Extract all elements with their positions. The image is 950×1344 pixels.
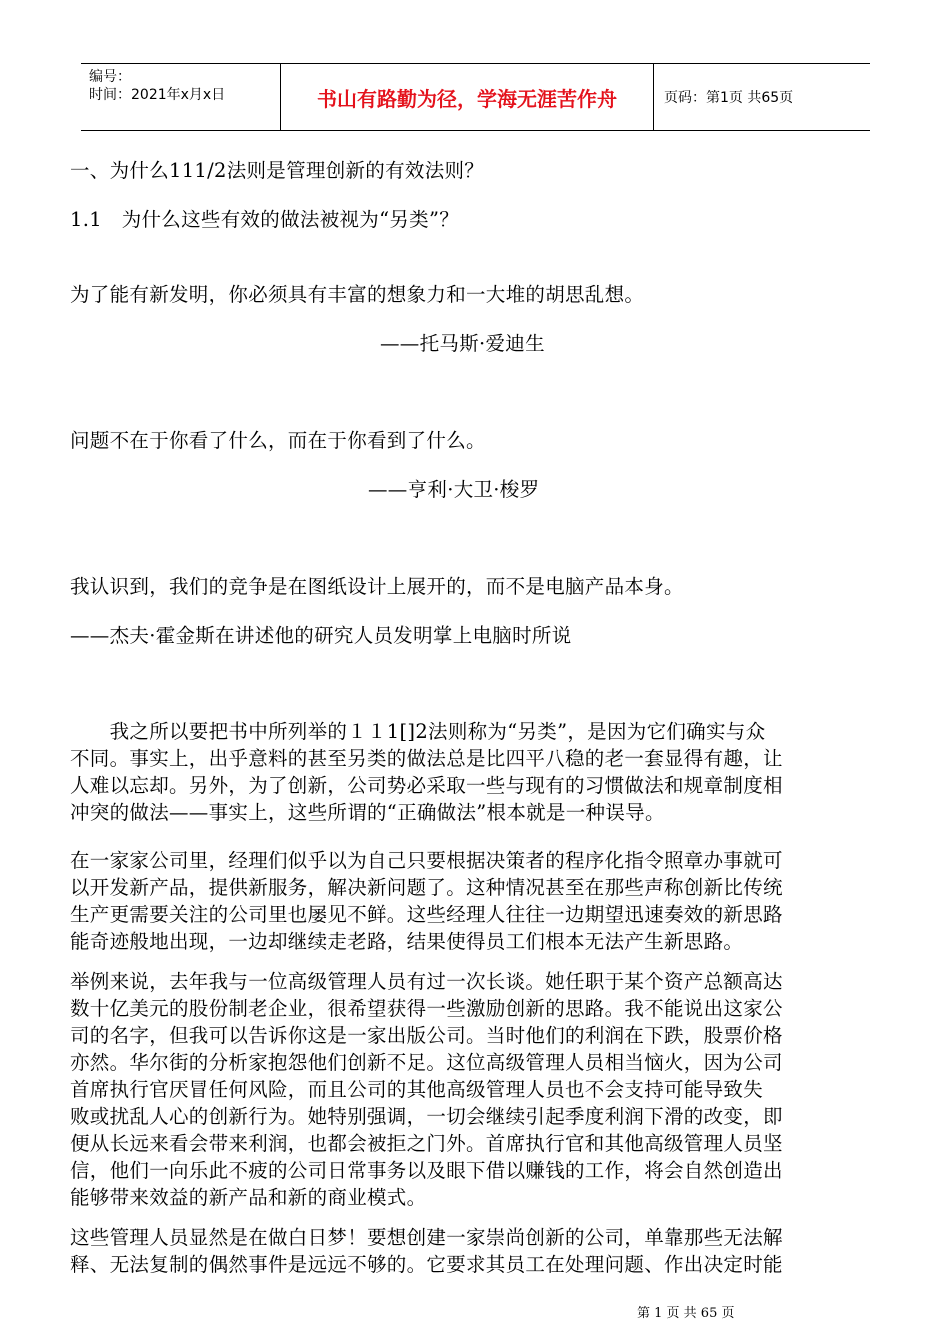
page-footer: 第 1 页 共 65 页 <box>637 1306 735 1321</box>
heading-1-1: 1.1 为什么这些有效的做法被视为“另类”？ <box>70 208 460 231</box>
number-label: 编号： <box>89 69 131 85</box>
paragraph-line: 亦然。华尔街的分析家抱怨他们创新不足。这位高级管理人员相当恼火，因为公司 <box>70 1051 783 1074</box>
paragraph-line: 数十亿美元的股份制老企业，很希望获得一些激励创新的思路。我不能说出这家公 <box>70 997 783 1020</box>
paragraph-line: 司的名字，但我可以告诉你这是一家出版公司。当时他们的利润在下跌，股票价格 <box>70 1024 783 1047</box>
paragraph-line: 这些管理人员显然是在做白日梦！要想创建一家崇尚创新的公司，单靠那些无法解 <box>70 1226 783 1249</box>
paragraph-line: 举例来说，去年我与一位高级管理人员有过一次长谈。她任职于某个资产总额高达 <box>70 970 783 993</box>
paragraph-line: 信，他们一向乐此不疲的公司日常事务以及眼下借以赚钱的工作，将会自然创造出 <box>70 1159 783 1182</box>
quote-author: ——亨利·大卫·梭罗 <box>368 478 540 501</box>
motto-text: 书山有路勤为径，学海无涯苦作舟 <box>317 86 617 111</box>
quote-author: ——托马斯·爱迪生 <box>380 332 545 355</box>
paragraph-line: 冲突的做法——事实上，这些所谓的“正确做法”根本就是一种误导。 <box>70 801 665 824</box>
page-info: 页码：第1页 共65页 <box>664 90 794 106</box>
heading-1: 一、为什么111/2法则是管理创新的有效法则？ <box>70 159 485 182</box>
paragraph-line: 在一家家公司里，经理们似乎以为自己只要根据决策者的程序化指令照章办事就可 <box>70 849 783 872</box>
document-body <box>70 0 882 1344</box>
paragraph-line: 首席执行官厌冒任何风险，而且公司的其他高级管理人员也不会支持可能导致失 <box>70 1078 764 1101</box>
quote-text: 问题不在于你看了什么，而在于你看到了什么。 <box>70 429 486 452</box>
paragraph-line: 败或扰乱人心的创新行为。她特别强调，一切会继续引起季度利润下滑的改变，即 <box>70 1105 783 1128</box>
time-label: 时间：2021年x月x日 <box>89 87 226 103</box>
paragraph-line: 生产更需要关注的公司里也屡见不鲜。这些经理人往往一边期望迅速奏效的新思路 <box>70 903 783 926</box>
paragraph-line: 释、无法复制的偶然事件是远远不够的。它要求其员工在处理问题、作出决定时能 <box>70 1253 783 1276</box>
paragraph-line: 能奇迹般地出现，一边却继续走老路，结果使得员工们根本无法产生新思路。 <box>70 930 744 953</box>
quote-text: 为了能有新发明，你必须具有丰富的想象力和一大堆的胡思乱想。 <box>70 283 645 306</box>
paragraph-line: 以开发新产品，提供新服务，解决新问题了。这种情况甚至在那些声称创新比传统 <box>70 876 783 899</box>
quote-text: 我认识到，我们的竞争是在图纸设计上展开的，而不是电脑产品本身。 <box>70 575 684 598</box>
quote-author: ——杰夫·霍金斯在讲述他的研究人员发明掌上电脑时所说 <box>70 624 572 647</box>
paragraph-line: 我之所以要把书中所列举的１１1[]2法则称为“另类”，是因为它们确实与众 <box>70 720 766 743</box>
paragraph-line: 人难以忘却。另外，为了创新，公司势必采取一些与现有的习惯做法和规章制度相 <box>70 774 783 797</box>
paragraph-line: 能够带来效益的新产品和新的商业模式。 <box>70 1186 427 1209</box>
paragraph-line: 便从长远来看会带来利润，也都会被拒之门外。首席执行官和其他高级管理人员坚 <box>70 1132 783 1155</box>
paragraph-line: 不同。事实上，出乎意料的甚至另类的做法总是比四平八稳的老一套显得有趣，让 <box>70 747 783 770</box>
